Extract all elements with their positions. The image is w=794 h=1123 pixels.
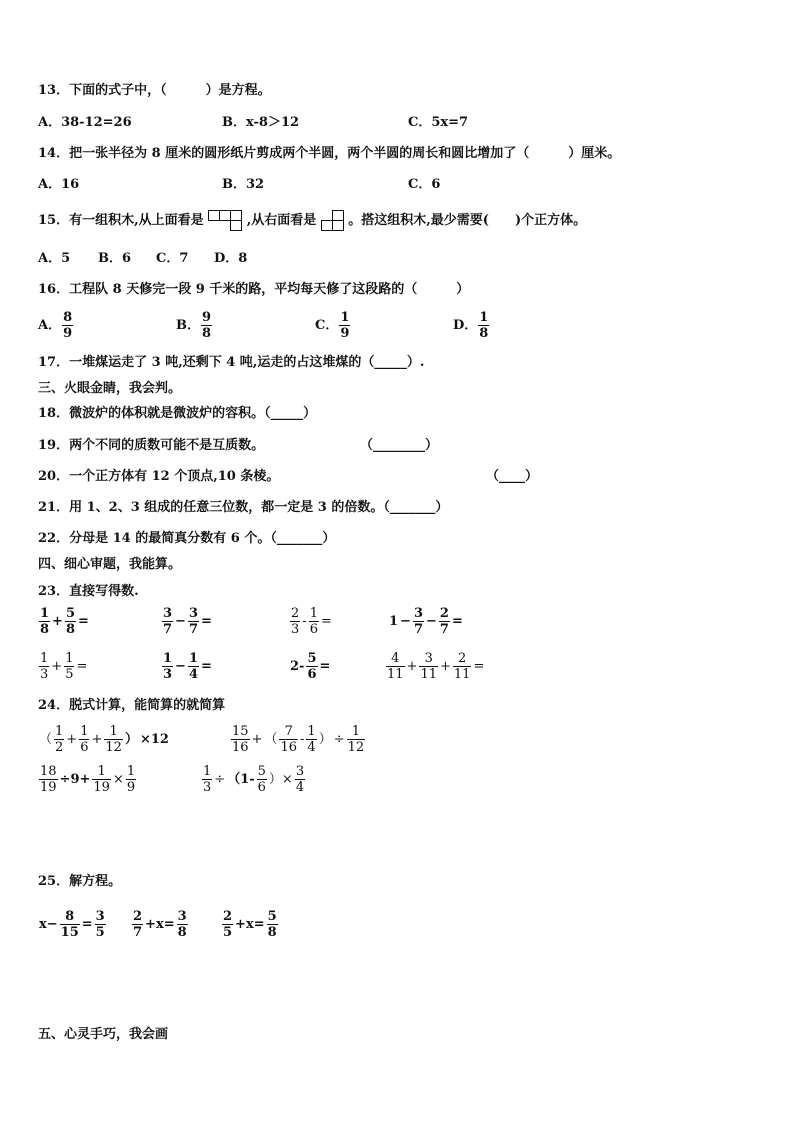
q14-option-a: A．16 — [38, 177, 80, 192]
q16-stem: 16．工程队 8 天修完一段 9 千米的路，平均每天修了这段路的（ ） — [38, 282, 470, 297]
q23-expr-4: 1 − $\frac{3}{7}$ − $\frac{2}{7}$ = — [389, 606, 463, 637]
q25-eq-2: $\frac{2}{7}$ +x= $\frac{3}{8}$ — [133, 909, 187, 940]
q22-stem: 22．分母是 14 的最简真分数有 6 个。（_______） — [38, 531, 336, 546]
q23-expr-5: $\frac{1}{3}$ + $\frac{1}{5}$ = — [40, 651, 88, 682]
q23-expr-8: $\frac{4}{11}$ + $\frac{3}{11}$ + $\frac{2}{11}$ = — [387, 651, 485, 682]
q23-expr-3: $\frac{2}{3}$ - $\frac{1}{6}$ = — [291, 606, 332, 637]
q24-expr-4: $\frac{1}{3}$ ÷ （1- $\frac{5}{6}$ ）× $\frac{3}{4}$ — [203, 764, 305, 795]
q25-stem: 25．解方程。 — [38, 874, 122, 889]
q19-stem: 19．两个不同的质数可能不是互质数。 — [38, 438, 265, 453]
q24-stem: 24．脱式计算，能简算的就简算 — [38, 698, 226, 713]
right-view-figure — [321, 210, 344, 231]
q15-option-c: C．7 — [156, 251, 189, 266]
q18-stem: 18．微波炉的体积就是微波炉的容积。（_____） — [38, 406, 317, 421]
q23-expr-7: 2- $\frac{5}{6}$ = — [290, 651, 331, 682]
section-4-heading: 四、细心审题，我能算。 — [38, 557, 182, 572]
q17-stem: 17．一堆煤运走了 3 吨,还剩下 4 吨,运走的占这堆煤的（_____）. — [38, 355, 425, 370]
q13-option-a: A．38-12=26 — [38, 115, 132, 130]
q25-eq-1: x− $\frac{8}{15}$ = $\frac{3}{5}$ — [39, 909, 105, 940]
q15-stem — [38, 206, 586, 236]
q24-expr-3: $\frac{18}{19}$ ÷9+ $\frac{1}{19}$ × $\frac{1}{9}$ — [40, 764, 136, 795]
q19-blank[interactable]: （________） — [360, 438, 439, 453]
q25-eq-3: $\frac{2}{5}$ +x= $\frac{5}{8}$ — [223, 909, 277, 940]
q13-option-c: C．5x=7 — [408, 115, 469, 130]
q24-expr-2: $\frac{15}{16}$ + （ $\frac{7}{16}$ - $\frac{1}{4}$ ） ÷ $\frac{1}{12}$ — [232, 724, 365, 755]
q15-option-d: D．8 — [214, 251, 248, 266]
q15-option-a: A．5 — [38, 251, 71, 266]
section-3-heading: 三、火眼金睛，我会判。 — [38, 381, 182, 396]
q15-stem-part3: 。搭这组积木,最少需要( )个正方体。 — [348, 213, 587, 228]
section-5-heading: 五、心灵手巧，我会画 — [38, 1027, 169, 1042]
q16-option-d: D． $\frac{1}{8}$ — [453, 310, 489, 341]
q15-stem-part1: 15．有一组积木,从上面看是 — [38, 213, 204, 228]
q23-stem: 23．直接写得数. — [38, 584, 139, 599]
q15-stem-part2: ,从右面看是 — [246, 213, 317, 228]
q20-stem: 20．一个正方体有 12 个顶点,10 条棱。 — [38, 469, 280, 484]
q24-expr-1: （ $\frac{1}{2}$ + $\frac{1}{6}$ + $\frac{1}{12}$ ） ×12 — [39, 724, 169, 755]
q16-option-c: C． $\frac{1}{9}$ — [315, 310, 350, 341]
q23-expr-2: $\frac{3}{7}$ − $\frac{3}{7}$ = — [163, 606, 212, 637]
q23-expr-6: $\frac{1}{3}$ − $\frac{1}{4}$ = — [163, 651, 212, 682]
q13-option-b: B．x-8＞12 — [222, 115, 300, 130]
q16-option-a: A． $\frac{8}{9}$ — [38, 310, 73, 341]
q14-stem: 14．把一张半径为 8 厘米的圆形纸片剪成两个半圆，两个半圆的周长和圆比增加了（ ）厘米。 — [38, 146, 621, 161]
q21-stem: 21．用 1、2、3 组成的任意三位数，都一定是 3 的倍数。（_______） — [38, 500, 449, 515]
q15-option-b: B．6 — [98, 251, 132, 266]
q20-blank[interactable]: （____） — [486, 469, 539, 484]
q14-option-b: B．32 — [222, 177, 265, 192]
top-view-figure — [208, 210, 242, 231]
q23-expr-1: $\frac{1}{8}$ + $\frac{5}{8}$ = — [40, 606, 89, 637]
q14-option-c: C．6 — [408, 177, 441, 192]
q16-option-b: B． $\frac{9}{8}$ — [176, 310, 212, 341]
q13-stem: 13．下面的式子中，（ ）是方程。 — [38, 83, 271, 98]
